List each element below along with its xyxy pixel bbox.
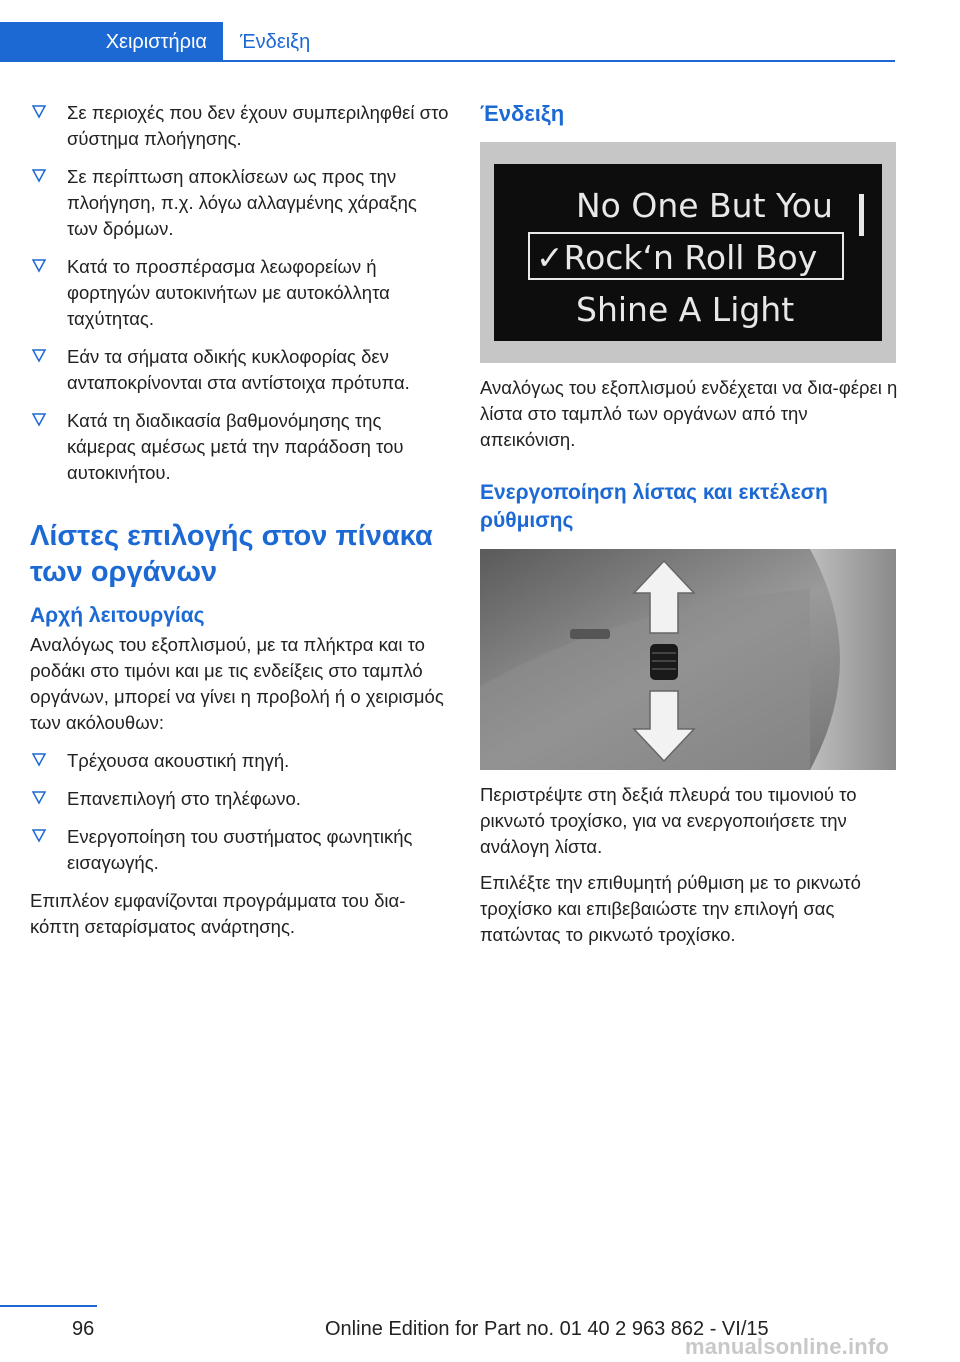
triangle-bullet-icon bbox=[32, 829, 46, 843]
instrument-display-image bbox=[480, 142, 896, 363]
page-number: 96 bbox=[72, 1318, 95, 1340]
list-item-text: Κατά τη διαδικασία βαθμονόμησης της κάμερας αμέσως μετά την παράδοση του αυτοκινήτου. bbox=[67, 410, 404, 483]
list-item-text: Σε περίπτωση αποκλίσεων ως προς την πλοήγηση, π.χ. λόγω αλλαγμένης χάραξης των δρόμων. bbox=[67, 166, 417, 239]
list-item bbox=[30, 254, 450, 332]
list-item bbox=[30, 344, 450, 396]
intro-paragraph: Αναλόγως του εξοπλισμού, με τα πλήκτρα και το ροδάκι στο τιμόνι και με τις ενδείξεις στο ταμπλό οργάνων, μπορεί να γίνει η προβολή ή ο χειρισμός των ακόλουθων: bbox=[30, 634, 444, 733]
section-title: Λίστες επιλογής στον πίνακα των οργάνων bbox=[30, 520, 433, 588]
list-item-text: Κατά το προσπέρασμα λεωφορείων ή φορτηγών αυτοκινήτων με αυτοκόλλητα ταχύτητας. bbox=[67, 256, 390, 329]
list-item-text: Εάν τα σήματα οδικής κυκλοφορίας δεν ανταποκρίνονται στα αντίστοιχα πρότυπα. bbox=[67, 346, 410, 393]
bullet-list-top bbox=[30, 100, 450, 486]
triangle-bullet-icon bbox=[32, 791, 46, 805]
list-item-text: Ενεργοποίηση του συστήματος φωνητικής εισαγωγής. bbox=[67, 826, 413, 873]
step-1-paragraph: Περιστρέψτε στη δεξιά πλευρά του τιμονιού το ρικνωτό τροχίσκο, για να ενεργοποιήσετε την ανάλογη λίστα. bbox=[480, 784, 857, 857]
display-heading: Ένδειξη bbox=[480, 101, 565, 126]
subsection-title: Αρχή λειτουργίας bbox=[30, 604, 205, 627]
list-item-text: Τρέχουσα ακουστική πηγή. bbox=[67, 750, 290, 771]
list-item bbox=[30, 786, 450, 812]
step-2-paragraph: Επιλέξτε την επιθυμητή ρύθμιση με το ρικνωτό τροχίσκο και επιβεβαιώστε την επιλογή σας πατώντας το ρικνωτό τροχίσκο. bbox=[480, 872, 861, 945]
triangle-bullet-icon bbox=[32, 413, 46, 427]
page-header bbox=[0, 22, 895, 62]
bullet-list-bottom bbox=[30, 748, 450, 876]
list-item-text: Επανεπιλογή στο τηλέφωνο. bbox=[67, 788, 301, 809]
steering-wheel-thumbwheel-icon bbox=[480, 549, 896, 770]
steering-wheel-image bbox=[480, 549, 896, 770]
display-list-item: Shine A Light bbox=[576, 290, 795, 329]
list-item-text: Σε περιοχές που δεν έχουν συμπεριληφθεί στο σύστημα πλοήγησης. bbox=[67, 102, 449, 149]
display-list-item-selected: ✓Rock‘n Roll Boy bbox=[536, 238, 818, 277]
display-screen bbox=[494, 164, 882, 341]
triangle-bullet-icon bbox=[32, 259, 46, 273]
list-item bbox=[30, 164, 450, 242]
display-caption: Αναλόγως του εξοπλισμού ενδέχεται να δια‐φέρει η λίστα στο ταμπλό των οργάνων από την απεικόνιση. bbox=[480, 377, 898, 450]
activation-subheading: Ενεργοποίηση λίστας και εκτέλεση ρύθμισης bbox=[480, 481, 828, 532]
triangle-bullet-icon bbox=[32, 349, 46, 363]
edition-note: Online Edition for Part no. 01 40 2 963 862 - VI/15 bbox=[325, 1318, 769, 1340]
list-item bbox=[30, 824, 450, 876]
triangle-bullet-icon bbox=[32, 105, 46, 119]
footer-rule bbox=[0, 1305, 97, 1307]
triangle-bullet-icon bbox=[32, 169, 46, 183]
triangle-bullet-icon bbox=[32, 753, 46, 767]
display-list-item: No One But You bbox=[576, 186, 833, 225]
list-item bbox=[30, 100, 450, 152]
right-column bbox=[480, 100, 898, 948]
tab-controls[interactable]: Χειριστήρια bbox=[0, 22, 223, 62]
left-column bbox=[30, 100, 450, 940]
list-item bbox=[30, 408, 450, 486]
outro-paragraph: Επιπλέον εμφανίζονται προγράμματα του δια‐κόπτη σεταρίσματος ανάρτησης. bbox=[30, 890, 406, 937]
list-item bbox=[30, 748, 450, 774]
scrollbar-indicator bbox=[859, 194, 864, 236]
tab-display[interactable]: Ένδειξη bbox=[240, 31, 311, 53]
watermark: manualsonline.info bbox=[685, 1334, 890, 1359]
